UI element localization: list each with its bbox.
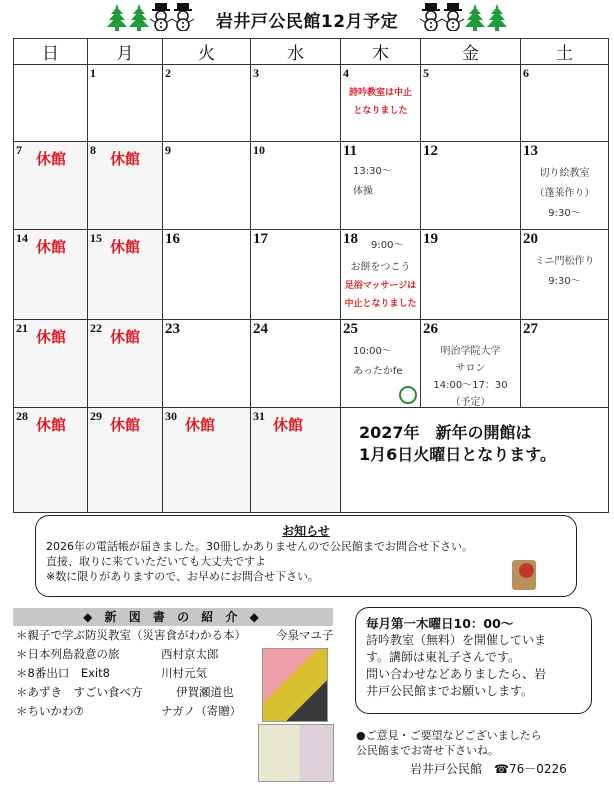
day-cell-14 <box>14 230 88 320</box>
new-year-line: 2027年 新年の開館は <box>359 423 532 442</box>
notice-line: ※数に限りがありますので、お早めにお問合せ下さい。 <box>46 570 319 583</box>
book-author: 川村元気 <box>161 666 207 680</box>
opinion-line: 公民館までお寄せ下さいね。 <box>356 744 499 757</box>
day-cell-6 <box>521 65 609 142</box>
header-right-decorations <box>420 3 508 35</box>
opinion-note <box>356 728 542 758</box>
day-number: 5 <box>423 66 429 80</box>
day-number: 30 <box>165 409 177 423</box>
day-number: 7 <box>16 143 22 157</box>
new-books-header: ◆ 新 図 書 の 紹 介 ◆ <box>13 608 333 626</box>
day-number: 22 <box>90 321 102 335</box>
day-cell-12 <box>421 142 521 230</box>
book-author: 今泉マユ子 <box>276 628 334 642</box>
day-cell-4 <box>341 65 421 142</box>
event-text: お餅をつこう <box>350 262 411 273</box>
day-number: 1 <box>90 66 96 80</box>
event-text: 体操 <box>353 186 373 197</box>
cancellation-notice: 足浴マッサージは <box>344 281 417 291</box>
shigin-line: 問い合わせなどありましたら、岩 <box>366 667 547 681</box>
day-cell-25 <box>341 320 421 408</box>
book-author: ナガノ（寄贈） <box>161 704 242 718</box>
day-cell-11 <box>341 142 421 230</box>
day-cell-19 <box>421 230 521 320</box>
event-text: サロン <box>455 363 486 374</box>
day-cell-10 <box>251 142 341 230</box>
day-cell-empty <box>14 65 88 142</box>
closed-label: 休館 <box>110 416 141 434</box>
day-cell-30 <box>163 408 251 513</box>
header-left-decorations <box>106 3 194 35</box>
day-number: 11 <box>343 143 358 159</box>
day-number: 9 <box>165 143 171 157</box>
event-text: 明治学院大学 <box>440 346 501 357</box>
day-cell-18 <box>341 230 421 320</box>
day-number: 24 <box>253 321 268 337</box>
day-number: 12 <box>423 143 438 159</box>
notice-box <box>35 515 577 597</box>
weekday-thu: 木 <box>341 39 421 65</box>
event-text: 切り絵教室 <box>539 168 590 179</box>
book-cover-image <box>262 648 328 722</box>
weekday-mon: 月 <box>88 39 163 65</box>
book-author: 伊賀瀬道也 <box>176 685 234 699</box>
page-header <box>0 2 614 36</box>
day-number: 31 <box>253 409 265 423</box>
event-text: あったかfe <box>353 366 403 377</box>
weekday-sun: 日 <box>14 39 88 65</box>
day-number: 26 <box>423 321 438 337</box>
shigin-title: 毎月第一木曜日10：00～ <box>366 616 514 631</box>
closed-label: 休館 <box>36 416 67 434</box>
christmas-tree-icon <box>106 3 128 31</box>
shigin-class-box <box>355 607 592 714</box>
decoration-image <box>512 560 536 590</box>
week-row <box>14 65 609 142</box>
book-cover-image <box>258 724 334 782</box>
notice-line: 2026年の電話帳が届きました。30冊しかありませんので公民館までお問合せ下さい。 <box>46 540 473 553</box>
book-item <box>16 626 333 645</box>
day-number: 21 <box>16 321 28 335</box>
closed-label: 休館 <box>110 150 141 168</box>
christmas-tree-icon <box>486 3 508 31</box>
contact-info: 岩井戸公民館 ☎76－0226 <box>410 762 567 776</box>
closed-label: 休館 <box>36 238 67 256</box>
cancellation-notice: となりました <box>353 106 408 116</box>
week-row <box>14 142 609 230</box>
day-number: 27 <box>523 321 538 337</box>
day-number: 29 <box>90 409 102 423</box>
day-cell-21 <box>14 320 88 408</box>
christmas-tree-icon <box>128 3 150 31</box>
week-row <box>14 320 609 408</box>
day-cell-15 <box>88 230 163 320</box>
event-text: 9:30～ <box>548 276 581 287</box>
calendar-table <box>13 38 609 513</box>
notice-line: 直接、取りに来ていただいても大丈夫ですよ <box>46 555 266 568</box>
day-number: 13 <box>523 143 538 159</box>
book-title: ＊ちいかわ⑦ <box>16 704 84 718</box>
book-author: 西村京太郎 <box>161 647 219 661</box>
day-cell-22 <box>88 320 163 408</box>
notice-title: お知らせ <box>282 524 330 538</box>
snowman-icon <box>420 3 442 31</box>
book-title: ＊親子で学ぶ防災教室（災害食がわかる本） <box>16 628 246 642</box>
day-number: 18 <box>343 231 358 247</box>
closed-label: 休館 <box>110 328 141 346</box>
weekday-header-row <box>14 39 609 65</box>
new-year-line: 1月6日火曜日となります。 <box>359 445 556 464</box>
new-year-notice <box>359 422 556 466</box>
day-cell-26 <box>421 320 521 408</box>
weekday-wed: 水 <box>251 39 341 65</box>
day-number: 23 <box>165 321 180 337</box>
day-number: 8 <box>90 143 96 157</box>
snowman-icon <box>442 3 464 31</box>
new-year-notice-cell <box>341 408 609 513</box>
day-cell-13 <box>521 142 609 230</box>
book-title: ＊あずき すごい食べ方 <box>16 685 143 699</box>
santa-icon <box>399 386 417 404</box>
day-number: 4 <box>343 66 349 80</box>
cancellation-notice: 詩吟教室は中止 <box>348 88 412 98</box>
event-text: （蓬莱作り） <box>534 188 595 199</box>
day-number: 28 <box>16 409 28 423</box>
shigin-line: 詩吟教室（無料）を開催していま <box>366 633 547 647</box>
shigin-line: 井戸公民館までお願いします。 <box>366 684 534 698</box>
event-text: 10:00～ <box>353 346 392 357</box>
day-cell-27 <box>521 320 609 408</box>
day-cell-1 <box>88 65 163 142</box>
closed-label: 休館 <box>185 416 216 434</box>
day-number: 3 <box>253 66 259 80</box>
day-cell-24 <box>251 320 341 408</box>
shigin-line: す。講師は東礼子さんです。 <box>366 650 521 664</box>
closed-label: 休館 <box>36 328 67 346</box>
event-text: 9:30～ <box>548 208 581 219</box>
day-number: 16 <box>165 231 180 247</box>
cancellation-notice: 中止となりました <box>344 299 417 309</box>
page-title: 岩井戸公民館12月予定 <box>215 11 399 32</box>
day-cell-5 <box>421 65 521 142</box>
day-number: 17 <box>253 231 268 247</box>
day-number: 15 <box>90 231 102 245</box>
event-text: 14:00～17：30 <box>433 380 508 391</box>
week-row <box>14 408 609 513</box>
event-text: （予定） <box>450 397 491 408</box>
day-cell-9 <box>163 142 251 230</box>
book-title: ＊日本列島殺意の旅 <box>16 647 120 661</box>
snowman-icon <box>150 3 172 31</box>
day-number: 10 <box>253 143 265 157</box>
day-cell-8 <box>88 142 163 230</box>
weekday-fri: 金 <box>421 39 521 65</box>
closed-label: 休館 <box>273 416 304 434</box>
christmas-tree-icon <box>464 3 486 31</box>
event-text: 13:30～ <box>353 166 392 177</box>
day-cell-16 <box>163 230 251 320</box>
day-number: 25 <box>343 321 358 337</box>
week-row <box>14 230 609 320</box>
day-number: 20 <box>523 231 538 247</box>
closed-label: 休館 <box>36 150 67 168</box>
day-cell-17 <box>251 230 341 320</box>
day-cell-20 <box>521 230 609 320</box>
day-cell-29 <box>88 408 163 513</box>
day-number: 6 <box>523 66 529 80</box>
event-text: ミニ門松作り <box>534 256 595 267</box>
day-cell-3 <box>251 65 341 142</box>
snowman-icon <box>172 3 194 31</box>
book-title: ＊8番出口 Exit8 <box>16 666 110 680</box>
day-cell-2 <box>163 65 251 142</box>
day-cell-28 <box>14 408 88 513</box>
closed-label: 休館 <box>110 238 141 256</box>
weekday-sat: 土 <box>521 39 609 65</box>
day-cell-23 <box>163 320 251 408</box>
weekday-tue: 火 <box>163 39 251 65</box>
event-time: 9:00～ <box>371 240 404 251</box>
day-number: 19 <box>423 231 438 247</box>
day-number: 2 <box>165 66 171 80</box>
day-cell-31 <box>251 408 341 513</box>
day-number: 14 <box>16 231 28 245</box>
day-cell-7 <box>14 142 88 230</box>
opinion-line: ●ご意見・ご要望などございましたら <box>356 729 542 742</box>
